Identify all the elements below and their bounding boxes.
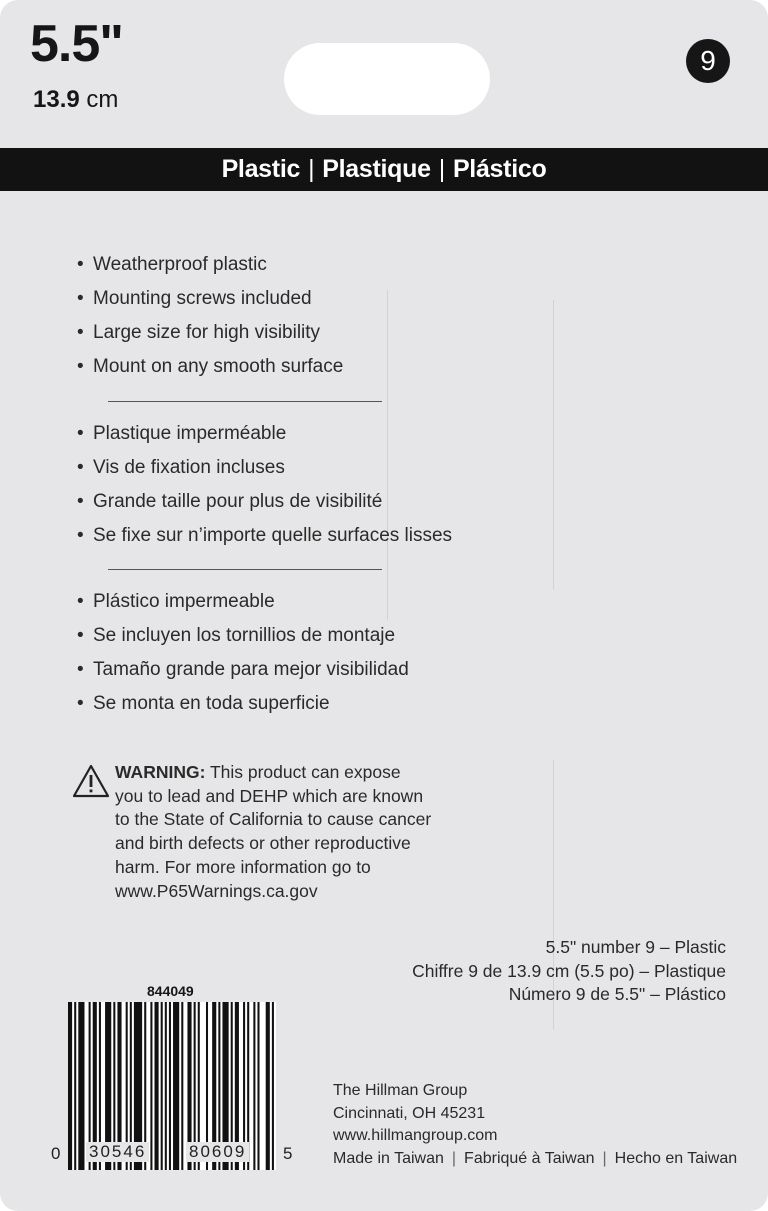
upc-left-digits: 30546: [86, 1142, 149, 1162]
size-metric: [33, 86, 118, 114]
upc-barcode: [52, 1002, 300, 1172]
warning-triangle-icon: [72, 764, 110, 798]
country-of-origin: Made in Taiwan | Fabriqué à Taiwan | Hecho en Taiwan: [333, 1149, 738, 1167]
sku-number: 844049: [147, 983, 194, 999]
feature-item: • Se monta en toda superficie: [77, 693, 330, 714]
feature-item: • Tamaño grande para mejor visibilidad: [77, 659, 409, 680]
feature-item: • Vis de fixation incluses: [77, 457, 285, 478]
company-info: [333, 1080, 737, 1170]
upc-right-digits: 80609: [186, 1142, 249, 1162]
feature-item: • Plástico impermeable: [77, 591, 275, 612]
material-en: Plastic: [221, 155, 301, 183]
warning-line: to the State of California to cause cancer: [115, 809, 432, 830]
upc-lead-digit: 0: [48, 1144, 63, 1164]
size-metric-value: 13.9: [33, 86, 80, 113]
number-badge: 9: [686, 39, 730, 83]
warning-label: WARNING:: [115, 762, 206, 782]
feature-item: • Large size for high visibility: [77, 322, 321, 343]
feature-item: • Plastique imperméable: [77, 423, 287, 444]
feature-item: • Mounting screws included: [77, 288, 312, 309]
banner-separator: |: [438, 155, 445, 183]
fold-line: [553, 300, 554, 590]
material-es: Plástico: [452, 155, 547, 183]
feature-item: • Grande taille pour plus de visibilité: [77, 491, 383, 512]
product-description: [412, 936, 726, 1007]
description-es: Número 9 de 5.5" – Plástico: [508, 984, 726, 1004]
banner-separator: |: [308, 155, 315, 183]
description-fr: Chiffre 9 de 13.9 cm (5.5 po) – Plastique: [412, 960, 726, 981]
features-french: [77, 417, 517, 553]
warning-url: www.P65Warnings.ca.gov: [115, 880, 318, 901]
company-name: The Hillman Group: [333, 1082, 468, 1099]
feature-item: • Weatherproof plastic: [77, 254, 267, 275]
feature-item: • Se incluyen los tornillios de montaje: [77, 625, 396, 646]
section-divider: [108, 569, 382, 570]
size-inches: 5.5": [30, 15, 123, 73]
material-fr: Plastique: [322, 155, 431, 183]
feature-item: • Se fixe sur n’importe quelle surfaces lisses: [77, 525, 453, 546]
company-address: Cincinnati, OH 45231: [333, 1104, 486, 1122]
size-metric-unit: cm: [86, 86, 119, 113]
material-banner: [0, 148, 768, 191]
description-en: 5.5" number 9 – Plastic: [545, 937, 726, 957]
company-website: www.hillmangroup.com: [333, 1127, 498, 1144]
features-english: [77, 248, 517, 384]
upc-check-digit: 5: [280, 1144, 295, 1164]
feature-item: • Mount on any smooth surface: [77, 356, 344, 377]
warning-line: and birth defects or other reproductive: [115, 833, 411, 854]
prop65-warning: WARNING: This product can expose you to lead and DEHP which are known to the State of California to cause cancer and birth defects or other reproductive harm. For more information go to www.P65Warnings.ca.gov: [115, 761, 415, 903]
section-divider: [108, 401, 382, 402]
features-spanish: [77, 585, 517, 721]
hang-hole: [284, 43, 490, 115]
warning-line: you to lead and DEHP which are known: [115, 785, 424, 806]
warning-line: harm. For more information go to: [115, 856, 371, 877]
